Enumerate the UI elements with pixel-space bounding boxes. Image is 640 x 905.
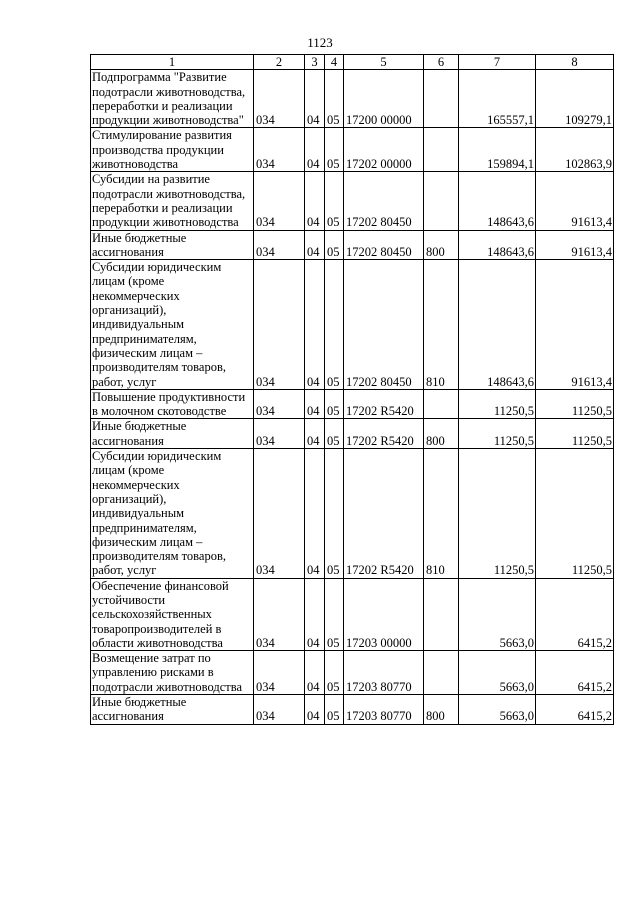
section-code: 04 [305,70,325,128]
section-code: 04 [305,260,325,390]
section-code: 04 [305,578,325,650]
amount-col-8: 6415,2 [536,695,614,725]
ministry-code: 034 [254,260,305,390]
ministry-code: 034 [254,695,305,725]
expense-type-code [424,70,459,128]
table-row [91,260,614,390]
section-code: 04 [305,128,325,172]
expense-type-code [424,651,459,695]
amount-col-7: 5663,0 [459,695,536,725]
amount-col-8: 91613,4 [536,260,614,390]
column-header: 1 [91,55,254,70]
amount-col-8: 6415,2 [536,651,614,695]
subsection-code: 05 [325,260,344,390]
subsection-code: 05 [325,695,344,725]
table-row [91,651,614,695]
section-code: 04 [305,651,325,695]
ministry-code: 034 [254,230,305,260]
header-row [91,55,614,70]
column-header: 2 [254,55,305,70]
amount-col-7: 11250,5 [459,419,536,449]
ministry-code: 034 [254,389,305,419]
target-article-code: 17202 R5420 [344,449,424,579]
item-name: Иные бюджетные ассигнования [91,230,254,260]
item-name: Возмещение затрат по управлению рисками в подотрасли животноводства [91,651,254,695]
target-article-code: 17202 R5420 [344,419,424,449]
amount-col-8: 11250,5 [536,419,614,449]
amount-col-7: 148643,6 [459,172,536,230]
subsection-code: 05 [325,172,344,230]
subsection-code: 05 [325,578,344,650]
target-article-code: 17202 80450 [344,260,424,390]
amount-col-8: 6415,2 [536,578,614,650]
target-article-code: 17203 80770 [344,695,424,725]
amount-col-8: 109279,1 [536,70,614,128]
page-number: 1123 [307,35,333,50]
ministry-code: 034 [254,651,305,695]
amount-col-8: 91613,4 [536,172,614,230]
target-article-code: 17202 00000 [344,128,424,172]
subsection-code: 05 [325,419,344,449]
item-name: Повышение продуктивности в молочном скотоводстве [91,389,254,419]
expense-type-code: 810 [424,260,459,390]
target-article-code: 17200 00000 [344,70,424,128]
amount-col-7: 165557,1 [459,70,536,128]
item-name: Подпрограмма "Развитие подотрасли животноводства, переработки и реализации продукции животноводства" [91,70,254,128]
target-article-code: 17203 80770 [344,651,424,695]
expense-type-code [424,128,459,172]
amount-col-7: 11250,5 [459,449,536,579]
table-row [91,449,614,579]
ministry-code: 034 [254,419,305,449]
item-name: Обеспечение финансовой устойчивости сельскохозяйственных товаропроизводителей в области животноводства [91,578,254,650]
item-name: Субсидии юридическим лицам (кроме некоммерческих организаций), индивидуальным предпринимателям, физическим лицам – производителям товаров, работ, услуг [91,260,254,390]
column-header: 7 [459,55,536,70]
amount-col-8: 102863,9 [536,128,614,172]
expense-type-code: 800 [424,230,459,260]
target-article-code: 17203 00000 [344,578,424,650]
section-code: 04 [305,389,325,419]
item-name: Субсидии на развитие подотрасли животноводства, переработки и реализации продукции животноводства [91,172,254,230]
ministry-code: 034 [254,172,305,230]
item-name: Субсидии юридическим лицам (кроме некоммерческих организаций), индивидуальным предпринимателям, физическим лицам – производителям товаров, работ, услуг [91,449,254,579]
amount-col-8: 91613,4 [536,230,614,260]
section-code: 04 [305,695,325,725]
budget-table [90,54,614,725]
subsection-code: 05 [325,230,344,260]
section-code: 04 [305,230,325,260]
column-header: 5 [344,55,424,70]
ministry-code: 034 [254,578,305,650]
target-article-code: 17202 80450 [344,172,424,230]
expense-type-code: 800 [424,695,459,725]
table-row [91,389,614,419]
amount-col-7: 148643,6 [459,260,536,390]
table-row [91,578,614,650]
column-header: 4 [325,55,344,70]
ministry-code: 034 [254,449,305,579]
section-code: 04 [305,172,325,230]
amount-col-7: 5663,0 [459,578,536,650]
subsection-code: 05 [325,128,344,172]
subsection-code: 05 [325,651,344,695]
amount-col-7: 5663,0 [459,651,536,695]
table-row [91,695,614,725]
item-name: Иные бюджетные ассигнования [91,695,254,725]
expense-type-code [424,172,459,230]
section-code: 04 [305,449,325,579]
section-code: 04 [305,419,325,449]
expense-type-code [424,578,459,650]
table-row [91,230,614,260]
amount-col-8: 11250,5 [536,449,614,579]
ministry-code: 034 [254,70,305,128]
subsection-code: 05 [325,389,344,419]
amount-col-8: 11250,5 [536,389,614,419]
target-article-code: 17202 80450 [344,230,424,260]
expense-type-code: 810 [424,449,459,579]
item-name: Стимулирование развития производства продукции животноводства [91,128,254,172]
amount-col-7: 11250,5 [459,389,536,419]
expense-type-code [424,389,459,419]
column-header: 8 [536,55,614,70]
subsection-code: 05 [325,449,344,579]
table-row [91,70,614,128]
column-header: 3 [305,55,325,70]
ministry-code: 034 [254,128,305,172]
table-row [91,419,614,449]
table-row [91,172,614,230]
target-article-code: 17202 R5420 [344,389,424,419]
item-name: Иные бюджетные ассигнования [91,419,254,449]
amount-col-7: 148643,6 [459,230,536,260]
expense-type-code: 800 [424,419,459,449]
table-row [91,128,614,172]
subsection-code: 05 [325,70,344,128]
column-header: 6 [424,55,459,70]
amount-col-7: 159894,1 [459,128,536,172]
